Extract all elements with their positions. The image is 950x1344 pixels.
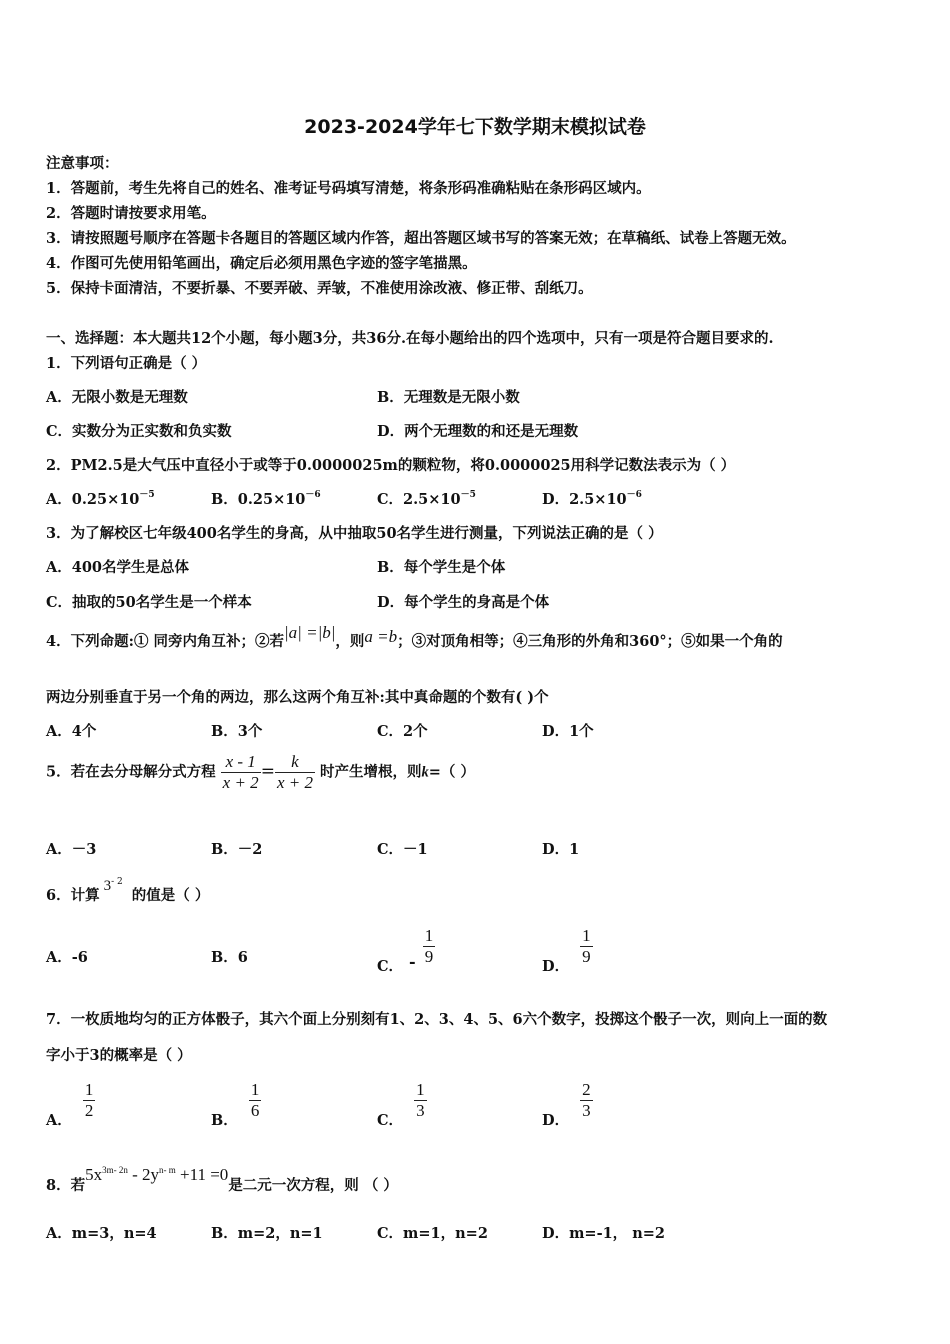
- q8-option-b: B．m=2，n=1: [211, 1225, 323, 1242]
- q1-option-d: D．两个无理数的和还是无理数: [377, 423, 579, 440]
- q8-option-c: C．m=1，n=2: [377, 1225, 488, 1242]
- q2-option-d: D．$2.5\times 10^{-6}$: [542, 490, 642, 508]
- notice-item: 3．请按照题号顺序在答题卡各题目的答题区域内作答，超出答题区域书写的答案无效；在草稿纸、试卷上答题无效。: [46, 230, 796, 247]
- q3-option-c: C．抽取的50名学生是一个样本: [46, 594, 252, 611]
- q1-option-c: C．实数分为正实数和负实数: [46, 423, 232, 440]
- question-5-stem: 5．若在去分母解分式方程 $\frac{x - 1}{x + 2}$ = $\frac{k}{x + 2}$ 时产生增根，则k=（ ）: [46, 752, 475, 792]
- notice-item: 2．答题时请按要求用笔。: [46, 205, 216, 222]
- q5-fraction-right: $\frac{k}{x + 2}$: [276, 752, 313, 792]
- q3-option-d: D．每个学生的身高是个体: [377, 594, 550, 611]
- q7-option-b: B． $\frac{1}{6}$: [211, 1080, 260, 1129]
- q6-option-a: A．-6: [46, 949, 88, 966]
- q2-option-a: A．$0.25\times 10^{-5}$: [46, 490, 155, 508]
- q2-option-b: B．$0.25\times 10^{-6}$: [211, 490, 321, 508]
- q4-option-b: B．3个: [211, 723, 263, 740]
- q3-option-a: A．400名学生是总体: [46, 559, 190, 576]
- question-1-stem: 1．下列语句正确是（ ）: [46, 355, 207, 372]
- q1-option-b: B．无理数是无限小数: [377, 389, 520, 406]
- q2-option-c: C．$2.5\times 10^{-5}$: [377, 490, 476, 508]
- q5-option-c: C．－1: [377, 841, 428, 858]
- q6-base: 3: [103, 878, 112, 894]
- q4-option-d: D．1个: [542, 723, 594, 740]
- q3-option-b: B．每个学生是个体: [377, 559, 506, 576]
- q4-option-a: A．4个: [46, 723, 97, 740]
- q5-fraction-left: $\frac{x - 1}{x + 2}$: [222, 752, 259, 792]
- q6-option-c: C． - $\frac{1}{9}$: [377, 926, 434, 975]
- q4-math-eq: a =b: [364, 627, 398, 646]
- q8-equation: $5x^{3m- 2n} - 2y^{n- m} +11 =0$: [85, 1165, 229, 1184]
- q4-math-abs: |a| =|b|: [284, 623, 336, 642]
- q7-option-d: D． $\frac{2}{3}$: [542, 1080, 591, 1129]
- q7-option-c: C． $\frac{1}{3}$: [377, 1080, 425, 1129]
- q7-option-a: A． $\frac{1}{2}$: [46, 1080, 94, 1129]
- question-2-stem: 2．PM2.5是大气压中直径小于或等于0.0000025m的颗粒物，将0.0000025用科学记数法表示为（ ）: [46, 457, 736, 474]
- q8-option-d: D．m=-1， n=2: [542, 1225, 666, 1242]
- page-title: 2023-2024学年七下数学期末模拟试卷: [304, 116, 646, 138]
- notice-item: 1．答题前，考生先将自己的姓名、准考证号码填写清楚，将条形码准确粘贴在条形码区域内。: [46, 180, 651, 197]
- question-8-stem: 8．若$5x^{3m- 2n} - 2y^{n- m} +11 =0$是二元一次方程，则 （ ）: [46, 1165, 398, 1194]
- q6-option-b: B．6: [211, 949, 248, 966]
- q1-option-a: A．无限小数是无理数: [46, 389, 188, 406]
- q6-exponent: - 2: [111, 877, 123, 887]
- notice-item: 5．保持卡面清洁，不要折暴、不要弄破、弄皱，不准使用涂改液、修正带、刮纸刀。: [46, 280, 593, 297]
- question-7-stem-line2: 字小于3的概率是（ ）: [46, 1047, 192, 1064]
- question-3-stem: 3．为了解校区七年级400名学生的身高，从中抽取50名学生进行测量，下列说法正确的是（ ）: [46, 525, 663, 542]
- notice-heading: 注意事项：: [46, 155, 119, 172]
- question-4-stem-line2: 两边分别垂直于另一个角的两边，那么这两个角互补:其中真命题的个数有( )个: [46, 689, 549, 706]
- section-heading: 一、选择题：本大题共12个小题，每小题3分，共36分.在每小题给出的四个选项中，只有一项是符合题目要求的.: [46, 330, 774, 347]
- q5-option-b: B．－2: [211, 841, 263, 858]
- question-6-stem: 6．计算$3^{- 2}$ 的值是（ ）: [46, 877, 210, 904]
- q6-option-d: D． $\frac{1}{9}$: [542, 926, 591, 975]
- q5-option-d: D．1: [542, 841, 580, 858]
- q8-option-a: A．m=3，n=4: [46, 1225, 157, 1242]
- question-7-stem: 7．一枚质地均匀的正方体骰子，其六个面上分别刻有1、2、3、4、5、6六个数字，投掷这个骰子一次，则向上一面的数: [46, 1011, 828, 1028]
- notice-item: 4．作图可先使用铅笔画出，确定后必须用黑色字迹的签字笔描黑。: [46, 255, 477, 272]
- q4-option-c: C．2个: [377, 723, 428, 740]
- question-4-stem: 4．下列命题:① 同旁内角互补；②若|a| =|b|，则a =b；③对顶角相等；④三角形的外角和360°；⑤如果一个角的: [46, 623, 783, 650]
- q5-option-a: A．－3: [46, 841, 97, 858]
